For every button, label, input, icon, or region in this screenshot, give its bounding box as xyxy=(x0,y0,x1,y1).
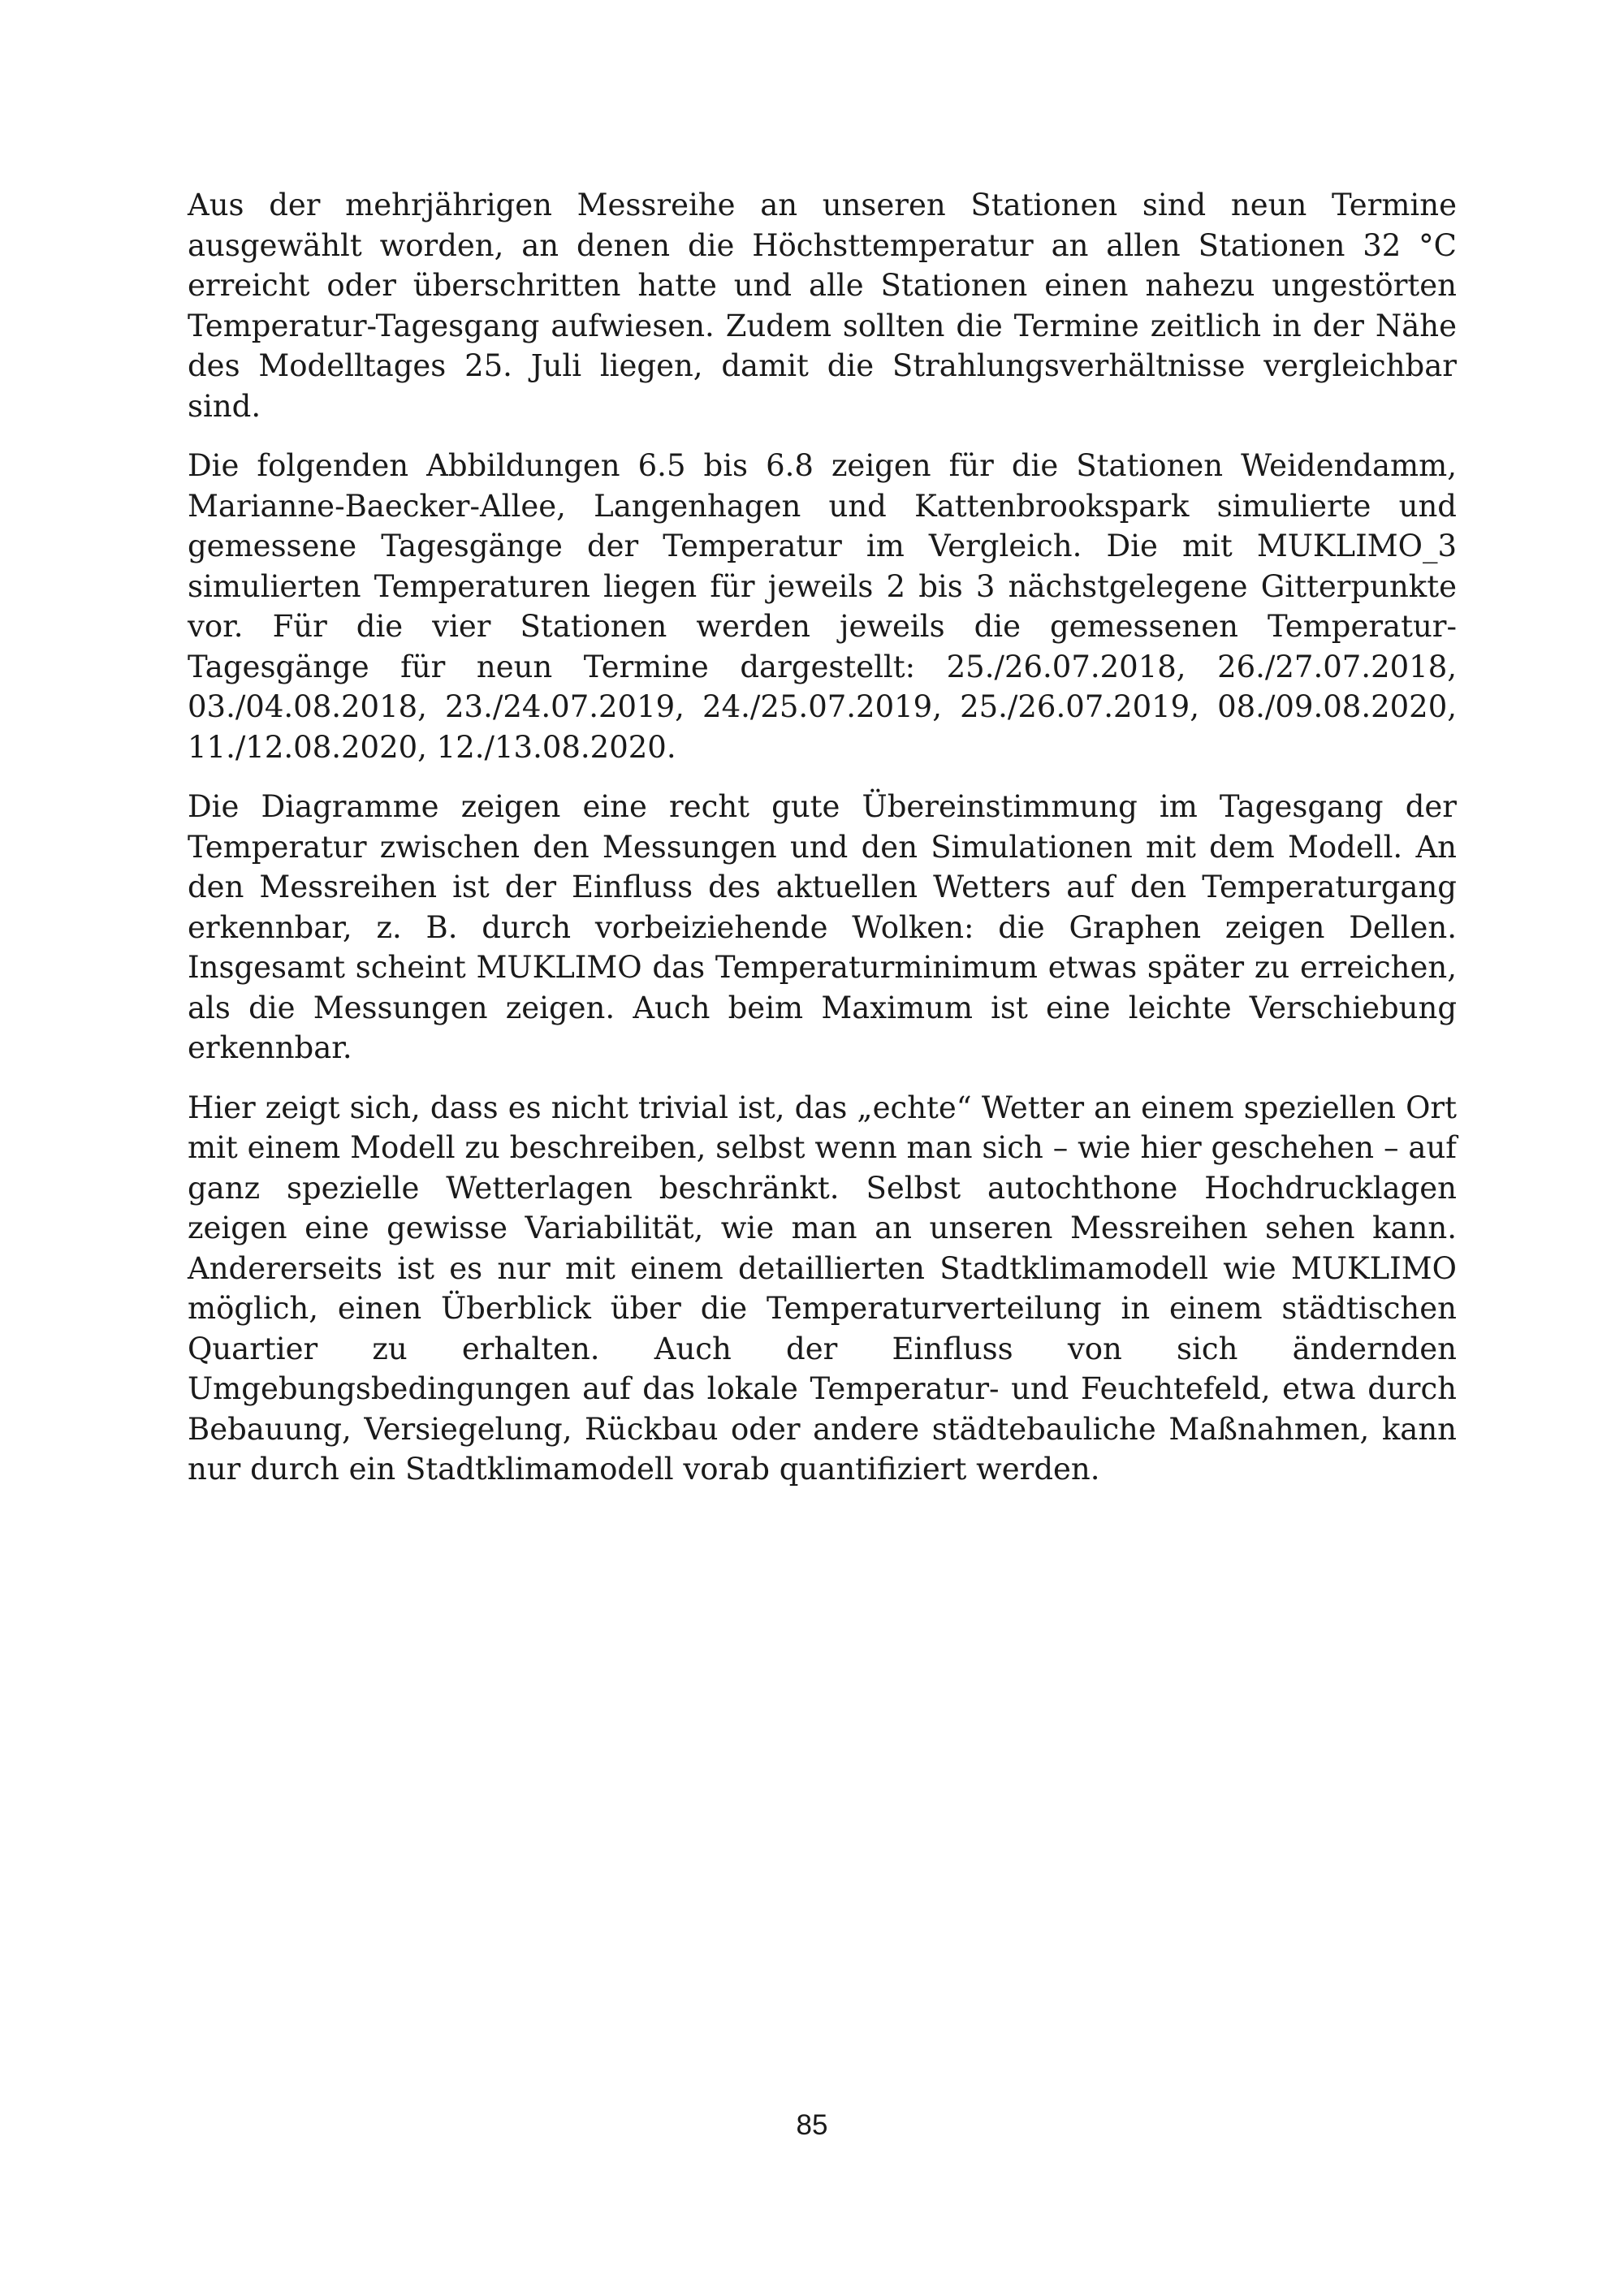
page-number: 85 xyxy=(796,2109,828,2141)
body-text xyxy=(188,185,1457,1509)
paragraph-4: Hier zeigt sich, dass es nicht trivial ist, das „echte“ Wetter an einem speziellen Ort mit einem Modell zu beschreiben, selbst wenn man sich – wie hier geschehen – auf ganz spezielle Wetterlagen beschränkt. Selbst autochthone Hochdrucklagen zeigen eine gewisse Variabilität, wie man an unseren Messreihen sehen kann. Andererseits ist es nur mit einem detaillierten Stadtklimamodell wie MUKLIMO möglich, einen Überblick über die Temperaturverteilung in einem städtischen Quartier zu erhalten. Auch der Einfluss von sich ändernden Umgebungsbedingungen auf das lokale Temperatur- und Feuchtefeld, etwa durch Bebauung, Versiegelung, Rückbau oder andere städtebauliche Maßnahmen, kann nur durch ein Stadtklimamodell vorab quantifiziert werden. xyxy=(188,1090,1457,1487)
paragraph-3: Die Diagramme zeigen eine recht gute Übereinstimmung im Tagesgang der Temperatur zwischen den Messungen und den Simulationen mit dem Modell. An den Messreihen ist der Einfluss des aktuellen Wetters auf den Temperaturgang erkennbar, z. B. durch vorbeiziehende Wolken: die Graphen zeigen Dellen. Insgesamt scheint MUKLIMO das Temperaturminimum etwas später zu erreichen, als die Messungen zeigen. Auch beim Maximum ist eine leichte Verschiebung erkennbar. xyxy=(188,789,1457,1065)
paragraph-2: Die folgenden Abbildungen 6.5 bis 6.8 zeigen für die Stationen Weidendamm, Marianne-Baecker-Allee, Langenhagen und Kattenbrookspark simulierte und gemessene Tagesgänge der Temperatur im Vergleich. Die mit MUKLIMO_3 simulierten Temperaturen liegen für jeweils 2 bis 3 nächstgelegene Gitterpunkte vor. Für die vier Stationen werden jeweils die gemessenen Temperatur-Tagesgänge für neun Termine dargestellt: 25./26.07.2018, 26./27.07.2018, 03./04.08.2018, 23./24.07.2019, 24./25.07.2019, 25./26.07.2019, 08./09.08.2020, 11./12.08.2020, 12./13.08.2020. xyxy=(188,448,1457,765)
paragraph-1: Aus der mehrjährigen Messreihe an unseren Stationen sind neun Termine ausgewählt worden, an denen die Höchsttemperatur an allen Stationen 32 °C erreicht oder überschritten hatte und alle Stationen einen nahezu ungestörten Temperatur-Tagesgang aufwiesen. Zudem sollten die Termine zeitlich in der Nähe des Modelltages 25. Juli liegen, damit die Strahlungsverhältnisse vergleichbar sind. xyxy=(188,188,1457,424)
